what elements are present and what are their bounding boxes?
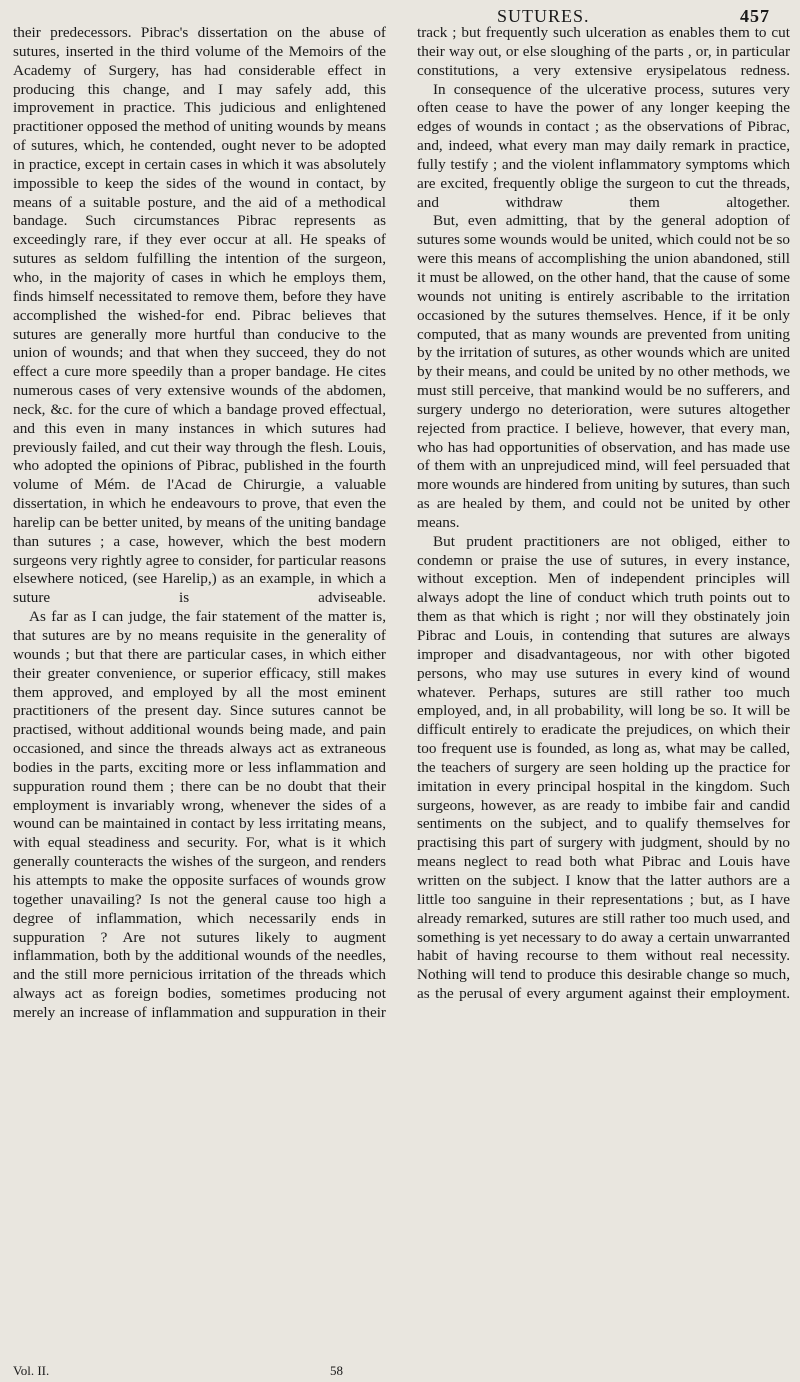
right-column [417,24,790,1004]
page-number: 457 [740,6,770,26]
paragraph: their predecessors. Pibrac's dissertation on the abuse of sutures, inserted in the third volume of the Memoirs of the Academy of Surgery, has had considerable effect in producing this change, and I may safely add, this improvement in practice. This judicious and enlightened practitioner opposed the method of uniting wounds by means of sutures, which, he contended, ought never to be adopted in practice, except in certain cases in which it was absolutely impossible to keep the sides of the wound in contact, by means of a suitable posture, and the aid of a methodical bandage. Such circumstances Pibrac represents as exceedingly rare, if they ever occur at all. He speaks of sutures as seldom fulfilling the intention of the surgeon, who, in the majority of cases in which he employs them, finds himself necessitated to remove them, before they have accomplished the wished-for end. Pibrac believes that sutures are generally more hurtful than conducive to the union of wounds; and that when they succeed, they do not effect a cure more speedily than a proper bandage. He cites numerous cases of very extensive wounds of the abdomen, neck, &c. for the cure of which a bandage proved effectual, and this even in many instances in which sutures had previously failed, and cut their way through the flesh. Louis, who adopted the opinions of Pibrac, published in the fourth volume of Mém. de l'Acad de Chirurgie, a valuable dissertation, in which he endeavours to prove, that even the harelip can be better united, by means of the uniting bandage than sutures ; a case, however, which the best modern surgeons very rightly agree to consider, for particular reasons elsewhere noticed, (see Harelip,) as an example, in which a suture is adviseable. [13,24,386,607]
paragraph: But, even admitting, that by the general adoption of sutures some wounds would be united, which could not be so were this means of accomplishing the union abandoned, still it must be allowed, on the other hand, that the cause of some wounds not uniting is entirely ascribable to the irritation occasioned by the sutures themselves. Hence, if it be only computed, that as many wounds are prevented from uniting by the irritation of sutures, as other wounds which are united by their means, and could be united by no other methods, we must still perceive, that mankind would be no sufferers, and surgery undergo no deterioration, were sutures altogether rejected from practice. I believe, however, that every man, who has had opportunities of observation, and has made use of them with an unprejudiced mind, will feel persuaded that more wounds are hindered from uniting by sutures, than such as are healed by them, and could not be united by other means. [417,212,790,531]
paragraph: But prudent practitioners are not obliged, either to condemn or praise the use of sutures, in every instance, without exception. Men of independent principles will always adopt the line of conduct which truth points out to them as that which is right ; nor will they obstinately join Pibrac and Louis, in contending that sutures are always improper and disadvantageous, nor with other bigoted persons, who may use sutures in every kind of wound whatever. Perhaps, sutures are still rather too much employed, and, in all probability, will long be so. It will be difficult entirely to eradicate the prejudices, on which their too frequent use is founded, as long as, what may be called, the teachers of surgery are seen holding up the practice for imitation in every principal hospital in the kingdom. Such surgeons, however, as are ready to imbibe fair and candid sentiments on the subject, and to qualify themselves for practising this part of surgery with judgment, should by no means neglect to read both what Pibrac and Louis have written on the subject. I know that the latter authors are a little too sanguine in their representations ; but, as I have already remarked, sutures are still rather too much used, and something is yet necessary to do away a certain unwarranted habit of having recourse to them without real necessity. Nothing will tend to produce this desirable change so much, as the perusal of every argument against their employment. [417,532,790,1003]
volume-label: Vol. II. [13,1363,50,1378]
signature-mark: 58 [330,1363,343,1378]
paragraph: In consequence of the ulcerative process, sutures very often cease to have the power of any longer keeping the edges of wounds in contact ; as the observations of Pibrac, and, indeed, what every man may daily remark in practice, fully testify ; and the violent inflammatory symptoms which are excited, frequently oblige the surgeon to cut the threads, and withdraw them altogether. [417,80,790,211]
page-footer [13,1363,343,1379]
left-column [13,24,386,1023]
running-title: SUTURES. [497,6,590,26]
paragraph: track ; but frequently such ulceration as enables them to cut their way out, or else sloughing of the parts , or, in particular constitutions, a very extensive erysipelatous redness. [417,24,790,79]
paragraph: As far as I can judge, the fair statement of the matter is, that sutures are by no means requisite in the generality of wounds ; but that there are particular cases, in which either their greater convenience, or superior efficacy, still makes them approved, and employed by all the most eminent practitioners of the present day. Since sutures cannot be practised, without additional wounds being made, and pain occasioned, and since the threads always act as extraneous bodies in the parts, exciting more or less inflammation and suppuration round them ; there can be no doubt that their employment is invariably wrong, whenever the sides of a wound can be maintained in contact by less irritating means, with equal steadiness and security. For, what is it which generally counteracts the wishes of the surgeon, and renders his attempts to make the opposite surfaces of wounds grow together unavailing? Is not the general cause too high a degree of inflammation, which necessarily ends in suppuration ? Are not sutures likely to augment inflammation, both by the additional wounds of the needles, and the still more pernicious irritation of the threads which always act as foreign bodies, sometimes producing not merely an increase of inflammation and suppuration in their [13,608,386,1021]
